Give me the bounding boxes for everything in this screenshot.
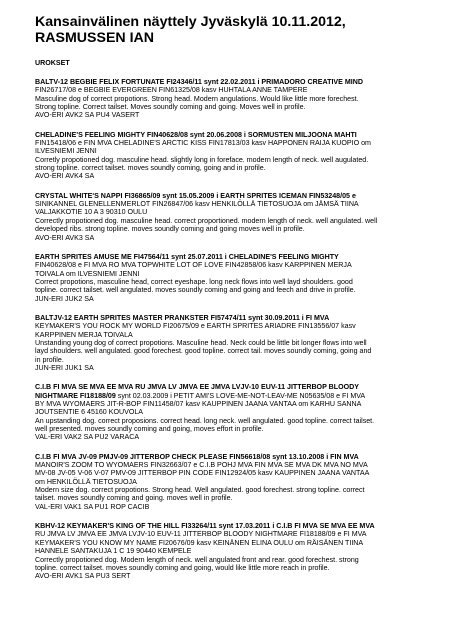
dog-entry (35, 453, 452, 511)
entry-result: VAL-ERI VAK2 SA PU2 VARACA (35, 433, 140, 442)
entry-line: Correct propotions, masculine head, correct eyeshape. long neck flows into well layd shoulders. good (35, 277, 353, 286)
entry-line: FIN40628/08 e FI MVA RO MVA TOPWHITE LOT OF LOVE FIN42858/06 kasv KARPPINEN MERJA (35, 261, 352, 270)
entry-line: Correctly propotioned dog. Modern length of neck. well angulated front and rear. good forechest. strong (35, 555, 359, 564)
title-line-event: Kansainvälinen näyttely Jyväskylä 10.11.2012, (35, 14, 346, 30)
entry-line: Correctly propotioned dog. masculine head. correct proportioned. modern length of neck. well angulated. well (35, 216, 378, 225)
entry-line: JOUTSENTIE 6 45160 KOUVOLA (35, 408, 144, 417)
entry-line: TOIVALA om ILVESNIEMI JENNI (35, 269, 140, 278)
entry-line: VALJAKKOTIE 10 A 3 90310 OULU (35, 208, 148, 217)
entry-line: HANNELE SANTAKUJA 1 C 19 90440 KEMPELE (35, 547, 192, 556)
dog-entry (35, 192, 452, 242)
entry-line: Strong topline. Correct tailset. Moves soundly coming and going. Moves well in profile. (35, 103, 306, 112)
entry-header: C.I.B FI MVA SE MVA EE MVA RU JMVA LV JMVA EE JMVA LVJV-10 EUV-11 JITTERBOP BLOODY (35, 383, 359, 392)
entry-line: topline. correct tailset. moves soundly coming and going, would like little more reach in profile. (35, 563, 330, 572)
entry-result: JUN-ERI JUK1 SA (35, 363, 94, 372)
entry-header: EARTH SPRITES AMUSE ME FI47564/11 synt 25.07.2011 i CHELADINE'S FEELING MIGHTY (35, 252, 339, 261)
entry-header: CRYSTAL WHITE'S NAPPI FI36865/09 synt 15.05.2009 i EARTH SPRITES ICEMAN FIN53248/05 e (35, 191, 356, 200)
dog-entry (35, 383, 452, 441)
entry-line: topline. correct tailset. well angulated. moves soundly coming and going and feech and drive in profile. (35, 286, 356, 295)
entry-line: in profile. (35, 355, 64, 364)
entry-line: KARPPINEN MERJA TOIVALA (35, 330, 133, 339)
section-heading: UROKSET (35, 59, 70, 67)
entry-line: developed ribs. strong topline. moves soundly coming and going moves well in profile. (35, 225, 305, 234)
entry-header: BALTJV-12 EARTH SPRITES MASTER PRANKSTER FI57474/11 synt 30.09.2011 i FI MVA (35, 313, 330, 322)
entry-line: MANOIR'S ZOOM TO WYOMAERS FIN32663/07 e C.I.B POHJ MVA FIN MVA SE MVA DK MVA NO MVA (35, 461, 368, 470)
entry-header: CHELADINE'S FEELING MIGHTY FIN40628/08 synt 20.06.2008 i SORMUSTEN MILJOONA MAHTI (35, 130, 357, 139)
entry-line: Modern size dog. correct propotions. Strong head. Well angulated. good forechest. strong topline. correct (35, 486, 365, 495)
entry-line: An upstanding dog. correct proposions. correct head. long neck. well angulated. good topline. correct tailset. (35, 416, 375, 425)
entry-result: AVO-ERI AVK1 SA PU3 SERT (35, 572, 131, 581)
entry-birth-info: synt 02.03.2009 i PETIT AMI'S LOVE-ME-NOT-LEAV-ME N05635/08 e FI MVA (115, 391, 366, 400)
entry-line: Unstanding young dog of correct propotions. Masculine head. Neck could be little bit longer flows into well (35, 338, 367, 347)
entry-line: layd shoulders. well angulated. good forechest. good topline. correct tail. moves soundly coming, going and (35, 347, 372, 356)
entry-header: KBHV-12 KEYMAKER'S KING OF THE HILL FI33264/11 synt 17.03.2011 i C.I.B FI MVA SE MVA EE MVA (35, 522, 375, 531)
dog-entry (35, 522, 452, 580)
entry-line: RU JMVA LV JMVA EE JMVA LVJV-10 EUV-11 JITTERBOP BLOODY NIGHTMARE FI18188/09 e FI MVA (35, 530, 367, 539)
entry-result: JUN-ERI JUK2 SA (35, 294, 94, 303)
entry-header-continued (35, 392, 452, 400)
dog-entry (35, 314, 452, 372)
entry-line: FIN15418/06 e FIN MVA CHELADINE'S ARCTIC KISS FIN17813/03 kasv HAPPONEN RAIJA KUOPIO om (35, 139, 371, 148)
entry-line: SINIKANNEL GLENELLENMERLOT FIN26847/06 kasv HENKILÖLLÄ TIETOSUOJA om JÄMSÄ TIINA (35, 200, 359, 209)
entry-line: Corretly propotioned dog. masculine head. slightly long in foreface. modern length of neck. well augulated. (35, 155, 369, 164)
entry-result: AVO-ERI AVK2 SA PU4 VASERT (35, 111, 140, 120)
entry-result: AVO-ERI AVK4 SA (35, 172, 95, 181)
entry-line: BY MVA WYOMAERS JIT-R-BOP FIN11458/07 kasv KAUPPINEN JAANA VANTAA om KARHU SANNA (35, 400, 362, 408)
entry-line: tailset. moves soundly coming and going. moves well in profile. (35, 494, 233, 503)
entry-line: om HENKILÖLLÄ TIETOSUOJA (35, 477, 137, 486)
dog-entry (35, 131, 452, 181)
title-line-judge: RASMUSSEN IAN (35, 30, 155, 46)
entry-line: KEYMAKER'S YOU ROCK MY WORLD FI20675/09 e EARTH SPRITES ARIADRE FIN13556/07 kasv (35, 322, 356, 331)
entry-header: BALTV-12 BEGBIE FELIX FORTUNATE FI24346/11 synt 22.02.2011 i PRIMADORO CREATIVE MIND (35, 78, 363, 86)
entry-result: AVO-ERI AVK3 SA (35, 233, 95, 242)
entry-result: VAL-ERI VAK1 SA PU1 ROP CACIB (35, 502, 150, 511)
entry-line: ILVESNIEMI JENNI (35, 147, 97, 156)
entry-registration: NIGHTMARE FI18188/09 (35, 391, 116, 400)
entry-line: well presented. moves soundly coming and going, moves effort in profile. (35, 425, 264, 434)
entry-line: FIN26717/08 e BEGBIE EVERGREEN FIN61325/08 kasv HUHTALA ANNE TAMPERE (35, 86, 308, 95)
document-title (35, 14, 452, 46)
entry-header: C.I.B FI MVA JV-09 PMJV-09 JITTERBOP CHECK PLEASE FIN56618/08 synt 13.10.2008 i FIN MVA (35, 452, 359, 461)
entry-line: strong topline. correct tailset. moves soundly coming, going and in profile. (35, 164, 266, 173)
entry-line: KEYMAKER'S YOU KNOW MY NAME FI20676/09 kasv KEINÄNEN ELINA OULU om RÄISÄNEN TIINA (35, 538, 364, 547)
entry-line: MV-08 JV-05 V-06 V-07 PMV-09 JITTERBOP PIN CODE FIN12924/05 kasv KAUPPINEN JAANA VANTAA (35, 469, 370, 478)
entry-line: Masculine dog of correct propotions. Strong head. Modern angulations. Would like little more forechest. (35, 94, 359, 103)
dog-entry (35, 78, 452, 120)
dog-entry (35, 253, 452, 303)
